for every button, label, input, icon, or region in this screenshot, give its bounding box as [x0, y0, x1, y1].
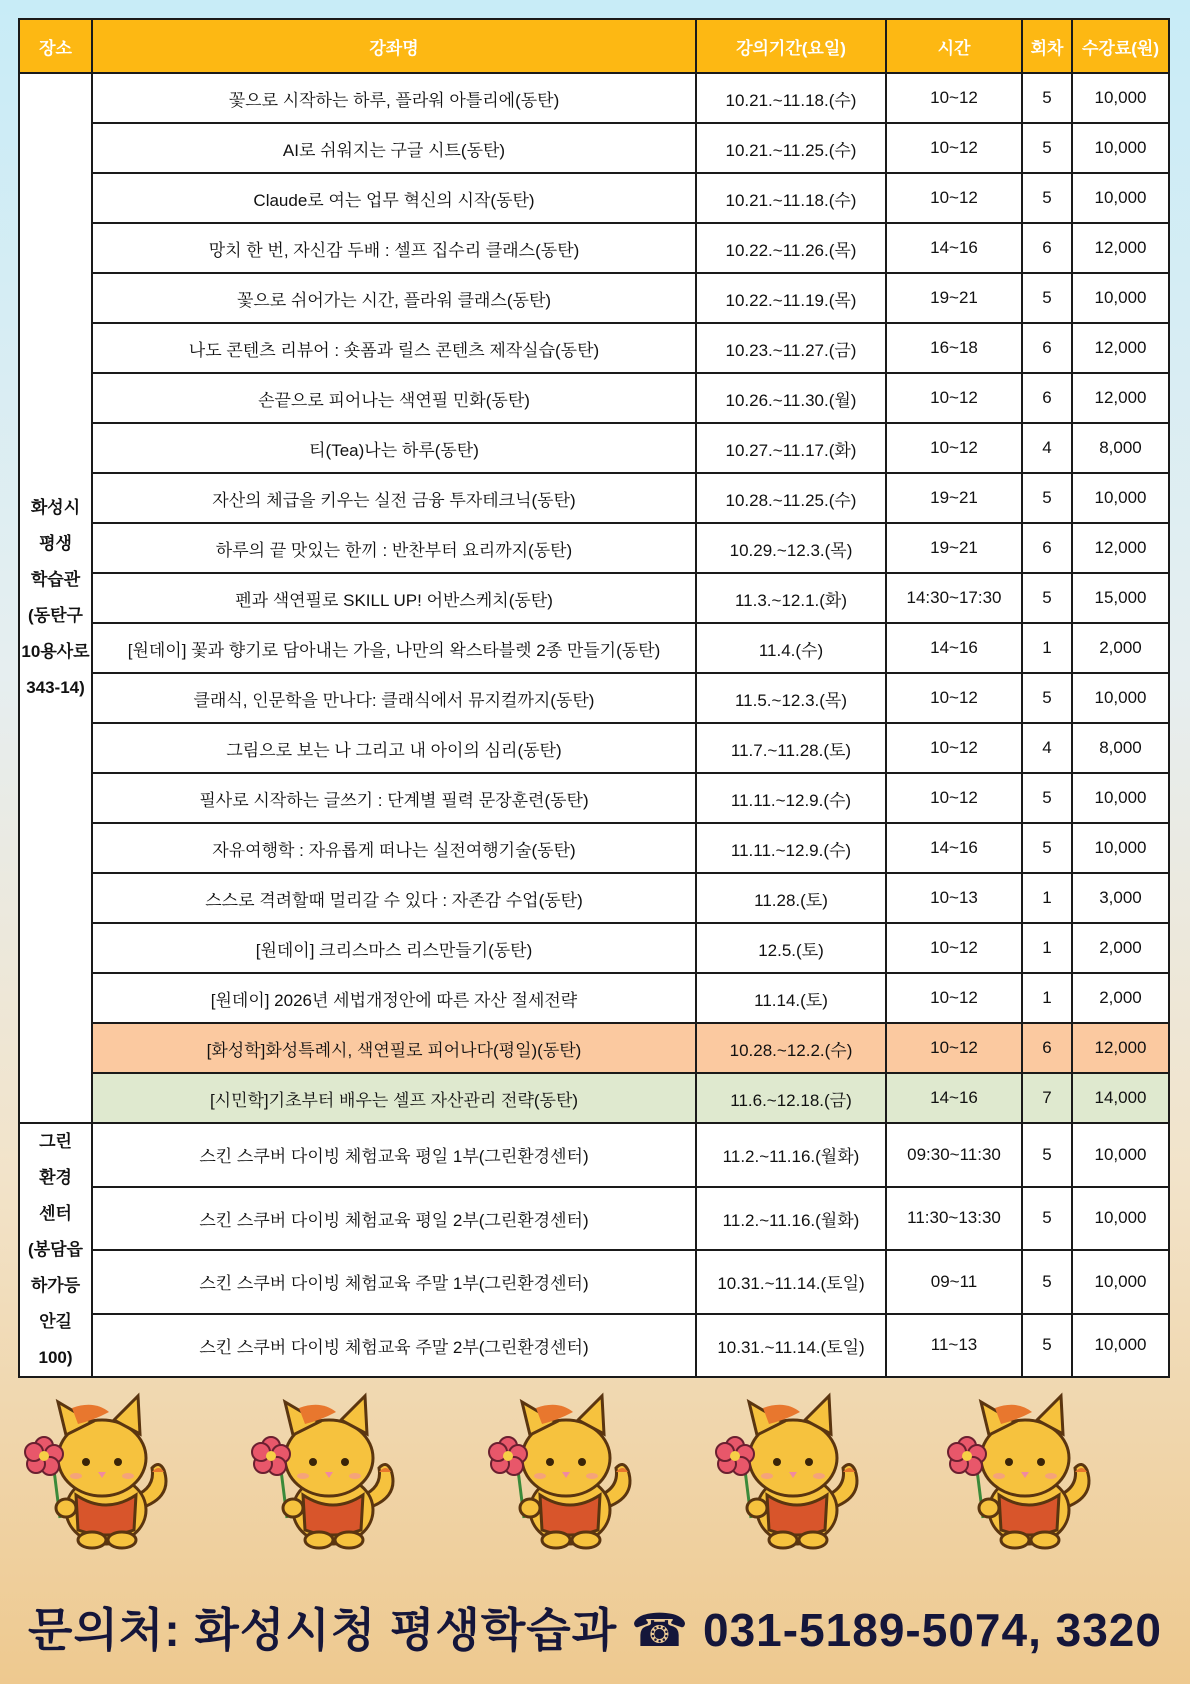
table-row	[19, 1123, 1169, 1187]
table-row	[19, 273, 1169, 323]
table-row	[19, 823, 1169, 873]
fee-cell: 10,000	[1072, 173, 1169, 223]
course-name-cell: 꽃으로 쉬어가는 시간, 플라워 클래스(동탄)	[92, 273, 696, 323]
course-name-cell: 하루의 끝 맛있는 한끼 : 반찬부터 요리까지(동탄)	[92, 523, 696, 573]
table-row	[19, 373, 1169, 423]
time-cell: 11~13	[886, 1314, 1022, 1378]
table-row	[19, 573, 1169, 623]
fee-cell: 12,000	[1072, 523, 1169, 573]
fee-cell: 10,000	[1072, 73, 1169, 123]
place-line: 10용사로	[21, 642, 90, 661]
fee-cell: 15,000	[1072, 573, 1169, 623]
period-cell: 10.29.~12.3.(목)	[696, 523, 886, 573]
table-row	[19, 1023, 1169, 1073]
contact-phone: 031-5189-5074, 3320	[703, 1604, 1162, 1656]
fee-cell: 2,000	[1072, 923, 1169, 973]
course-name-cell: [원데이] 꽃과 향기로 담아내는 가을, 나만의 왁스타블렛 2종 만들기(동탄)	[92, 623, 696, 673]
place-cell-lifelong-learning-center	[19, 73, 92, 1123]
period-cell: 11.4.(수)	[696, 623, 886, 673]
time-cell: 10~12	[886, 373, 1022, 423]
sessions-cell: 1	[1022, 973, 1072, 1023]
header-period: 강의기간(요일)	[696, 19, 886, 73]
time-cell: 19~21	[886, 523, 1022, 573]
time-cell: 10~12	[886, 73, 1022, 123]
table-row	[19, 123, 1169, 173]
sessions-cell: 6	[1022, 523, 1072, 573]
time-cell: 10~12	[886, 773, 1022, 823]
fee-cell: 12,000	[1072, 323, 1169, 373]
place-line: 하가등	[30, 1276, 81, 1295]
contact-label: 문의처: 화성시청 평생학습과	[28, 1604, 618, 1656]
sessions-cell: 5	[1022, 173, 1072, 223]
table-row	[19, 623, 1169, 673]
time-cell: 10~12	[886, 123, 1022, 173]
course-name-cell: 꽃으로 시작하는 하루, 플라워 아틀리에(동탄)	[92, 73, 696, 123]
course-name-cell: 티(Tea)나는 하루(동탄)	[92, 423, 696, 473]
course-name-cell: 그림으로 보는 나 그리고 내 아이의 심리(동탄)	[92, 723, 696, 773]
course-name-cell: 자유여행학 : 자유롭게 떠나는 실전여행기술(동탄)	[92, 823, 696, 873]
fee-cell: 10,000	[1072, 1123, 1169, 1187]
cat-with-flower-icon	[478, 1390, 643, 1555]
phone-icon: ☎	[630, 1604, 690, 1656]
header-sessions: 회차	[1022, 19, 1072, 73]
time-cell: 10~12	[886, 173, 1022, 223]
course-name-cell: 자산의 체급을 키우는 실전 금융 투자테크닉(동탄)	[92, 473, 696, 523]
course-name-cell: [화성학]화성특례시, 색연필로 피어나다(평일)(동탄)	[92, 1023, 696, 1073]
header-time: 시간	[886, 19, 1022, 73]
course-name-cell: AI로 쉬워지는 구글 시트(동탄)	[92, 123, 696, 173]
time-cell: 10~12	[886, 673, 1022, 723]
period-cell: 10.21.~11.18.(수)	[696, 173, 886, 223]
course-name-cell: 스킨 스쿠버 다이빙 체험교육 주말 1부(그린환경센터)	[92, 1250, 696, 1314]
period-cell: 10.23.~11.27.(금)	[696, 323, 886, 373]
table-row	[19, 223, 1169, 273]
sessions-cell: 5	[1022, 123, 1072, 173]
place-line: 343-14)	[26, 678, 85, 697]
table-row	[19, 723, 1169, 773]
place-line: 화성시	[30, 498, 81, 517]
table-row	[19, 73, 1169, 123]
fee-cell: 10,000	[1072, 673, 1169, 723]
time-cell: 14~16	[886, 623, 1022, 673]
header-course-name: 강좌명	[92, 19, 696, 73]
cat-with-flower-icon	[705, 1390, 870, 1555]
time-cell: 10~12	[886, 973, 1022, 1023]
table-row	[19, 923, 1169, 973]
table-row	[19, 173, 1169, 223]
course-name-cell: 망치 한 번, 자신감 두배 : 셀프 집수리 클래스(동탄)	[92, 223, 696, 273]
course-name-cell: 나도 콘텐츠 리뷰어 : 숏폼과 릴스 콘텐츠 제작실습(동탄)	[92, 323, 696, 373]
table-row	[19, 423, 1169, 473]
course-name-cell: 스킨 스쿠버 다이빙 체험교육 평일 1부(그린환경센터)	[92, 1123, 696, 1187]
header-place: 장소	[19, 19, 92, 73]
time-cell: 16~18	[886, 323, 1022, 373]
sessions-cell: 6	[1022, 323, 1072, 373]
place-line: (봉담읍	[28, 1240, 83, 1259]
time-cell: 19~21	[886, 273, 1022, 323]
table-header-row	[19, 19, 1169, 73]
table-row	[19, 523, 1169, 573]
course-name-cell: 필사로 시작하는 글쓰기 : 단계별 필력 문장훈련(동탄)	[92, 773, 696, 823]
period-cell: 12.5.(토)	[696, 923, 886, 973]
course-name-cell: [원데이] 2026년 세법개정안에 따른 자산 절세전략	[92, 973, 696, 1023]
sessions-cell: 5	[1022, 1123, 1072, 1187]
time-cell: 19~21	[886, 473, 1022, 523]
place-line: (동탄구	[28, 606, 83, 625]
sessions-cell: 5	[1022, 73, 1072, 123]
header-fee: 수강료(원)	[1072, 19, 1169, 73]
place-line: 평생	[39, 534, 72, 553]
period-cell: 11.2.~11.16.(월화)	[696, 1187, 886, 1251]
sessions-cell: 5	[1022, 673, 1072, 723]
course-table	[18, 18, 1170, 1378]
table-row	[19, 473, 1169, 523]
table-row	[19, 973, 1169, 1023]
period-cell: 11.7.~11.28.(토)	[696, 723, 886, 773]
period-cell: 11.11.~12.9.(수)	[696, 823, 886, 873]
period-cell: 10.28.~11.25.(수)	[696, 473, 886, 523]
course-name-cell: 펜과 색연필로 SKILL UP! 어반스케치(동탄)	[92, 573, 696, 623]
table-row	[19, 773, 1169, 823]
time-cell: 10~12	[886, 923, 1022, 973]
period-cell: 11.5.~12.3.(목)	[696, 673, 886, 723]
fee-cell: 10,000	[1072, 123, 1169, 173]
place-line: 안길 100)	[38, 1312, 73, 1367]
fee-cell: 3,000	[1072, 873, 1169, 923]
course-name-cell: 스스로 격려할때 멀리갈 수 있다 : 자존감 수업(동탄)	[92, 873, 696, 923]
place-line: 환경	[39, 1168, 72, 1187]
course-name-cell: 스킨 스쿠버 다이빙 체험교육 주말 2부(그린환경센터)	[92, 1314, 696, 1378]
table-row	[19, 1250, 1169, 1314]
period-cell: 11.14.(토)	[696, 973, 886, 1023]
sessions-cell: 5	[1022, 773, 1072, 823]
time-cell: 10~12	[886, 423, 1022, 473]
sessions-cell: 5	[1022, 273, 1072, 323]
time-cell: 10~13	[886, 873, 1022, 923]
course-name-cell: [원데이] 크리스마스 리스만들기(동탄)	[92, 923, 696, 973]
fee-cell: 8,000	[1072, 723, 1169, 773]
fee-cell: 10,000	[1072, 1187, 1169, 1251]
fee-cell: 12,000	[1072, 1023, 1169, 1073]
table-row	[19, 673, 1169, 723]
period-cell: 10.31.~11.14.(토일)	[696, 1250, 886, 1314]
period-cell: 10.27.~11.17.(화)	[696, 423, 886, 473]
course-name-cell: 스킨 스쿠버 다이빙 체험교육 평일 2부(그린환경센터)	[92, 1187, 696, 1251]
period-cell: 10.28.~12.2.(수)	[696, 1023, 886, 1073]
course-name-cell: [시민학]기초부터 배우는 셀프 자산관리 전략(동탄)	[92, 1073, 696, 1123]
sessions-cell: 6	[1022, 1023, 1072, 1073]
period-cell: 10.26.~11.30.(월)	[696, 373, 886, 423]
course-name-cell: 클래식, 인문학을 만나다: 클래식에서 뮤지컬까지(동탄)	[92, 673, 696, 723]
period-cell: 11.28.(토)	[696, 873, 886, 923]
place-cell-green-environment-center	[19, 1123, 92, 1377]
fee-cell: 10,000	[1072, 773, 1169, 823]
fee-cell: 14,000	[1072, 1073, 1169, 1123]
table-row	[19, 323, 1169, 373]
time-cell: 09:30~11:30	[886, 1123, 1022, 1187]
sessions-cell: 6	[1022, 223, 1072, 273]
fee-cell: 10,000	[1072, 473, 1169, 523]
time-cell: 09~11	[886, 1250, 1022, 1314]
table-row	[19, 1073, 1169, 1123]
fee-cell: 10,000	[1072, 1314, 1169, 1378]
fee-cell: 8,000	[1072, 423, 1169, 473]
sessions-cell: 4	[1022, 423, 1072, 473]
period-cell: 11.3.~12.1.(화)	[696, 573, 886, 623]
fee-cell: 12,000	[1072, 373, 1169, 423]
cat-with-flower-icon	[14, 1390, 179, 1555]
sessions-cell: 5	[1022, 1250, 1072, 1314]
sessions-cell: 5	[1022, 473, 1072, 523]
sessions-cell: 1	[1022, 923, 1072, 973]
mascot-row	[0, 1390, 1190, 1560]
table-row	[19, 1187, 1169, 1251]
period-cell: 11.11.~12.9.(수)	[696, 773, 886, 823]
table-row	[19, 1314, 1169, 1378]
period-cell: 11.2.~11.16.(월화)	[696, 1123, 886, 1187]
contact-info	[0, 1594, 1190, 1660]
sessions-cell: 1	[1022, 623, 1072, 673]
sessions-cell: 5	[1022, 1187, 1072, 1251]
table-row	[19, 873, 1169, 923]
fee-cell: 10,000	[1072, 823, 1169, 873]
period-cell: 10.21.~11.18.(수)	[696, 73, 886, 123]
sessions-cell: 5	[1022, 573, 1072, 623]
time-cell: 14~16	[886, 823, 1022, 873]
course-name-cell: 손끝으로 피어나는 색연필 민화(동탄)	[92, 373, 696, 423]
place-line: 그린	[39, 1132, 72, 1151]
period-cell: 10.31.~11.14.(토일)	[696, 1314, 886, 1378]
period-cell: 10.21.~11.25.(수)	[696, 123, 886, 173]
time-cell: 11:30~13:30	[886, 1187, 1022, 1251]
time-cell: 14:30~17:30	[886, 573, 1022, 623]
place-line: 학습관	[30, 570, 81, 589]
time-cell: 10~12	[886, 723, 1022, 773]
period-cell: 10.22.~11.26.(목)	[696, 223, 886, 273]
cat-with-flower-icon	[241, 1390, 406, 1555]
fee-cell: 2,000	[1072, 623, 1169, 673]
fee-cell: 10,000	[1072, 1250, 1169, 1314]
fee-cell: 10,000	[1072, 273, 1169, 323]
sessions-cell: 7	[1022, 1073, 1072, 1123]
sessions-cell: 1	[1022, 873, 1072, 923]
sessions-cell: 6	[1022, 373, 1072, 423]
period-cell: 10.22.~11.19.(목)	[696, 273, 886, 323]
period-cell: 11.6.~12.18.(금)	[696, 1073, 886, 1123]
course-table-container	[18, 18, 1168, 1378]
sessions-cell: 5	[1022, 1314, 1072, 1378]
sessions-cell: 4	[1022, 723, 1072, 773]
time-cell: 10~12	[886, 1023, 1022, 1073]
place-line: 센터	[39, 1204, 72, 1223]
course-name-cell: Claude로 여는 업무 혁신의 시작(동탄)	[92, 173, 696, 223]
cat-with-flower-icon	[937, 1390, 1102, 1555]
sessions-cell: 5	[1022, 823, 1072, 873]
fee-cell: 12,000	[1072, 223, 1169, 273]
time-cell: 14~16	[886, 1073, 1022, 1123]
time-cell: 14~16	[886, 223, 1022, 273]
table-body	[19, 73, 1169, 1377]
fee-cell: 2,000	[1072, 973, 1169, 1023]
